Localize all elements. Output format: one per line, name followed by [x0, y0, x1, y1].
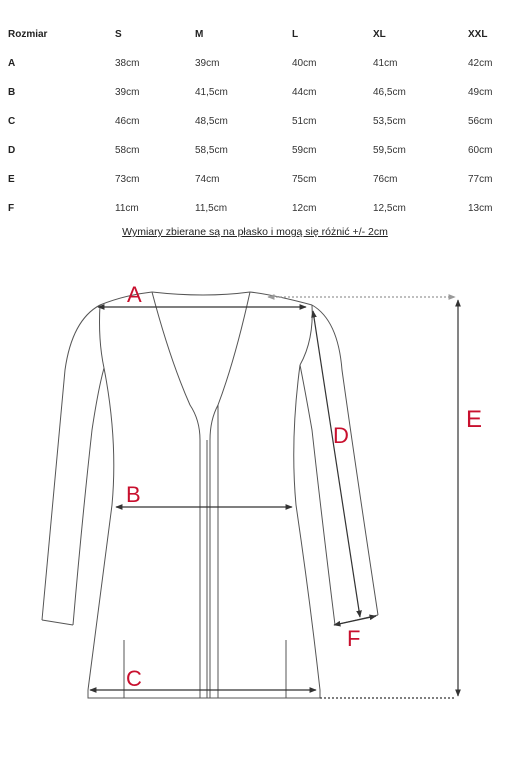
label-b: B	[126, 482, 141, 507]
table-cell: 76cm	[373, 174, 398, 185]
table-cell: 58,5cm	[195, 145, 228, 156]
table-cell: 49cm	[468, 87, 493, 98]
table-cell: 59,5cm	[373, 145, 406, 156]
header-cell: Rozmiar	[8, 29, 48, 40]
table-header-row	[8, 20, 508, 49]
table-row	[8, 107, 508, 136]
measurement-note: Wymiary zbierane są na płasko i mogą się różnić +/- 2cm	[122, 226, 388, 238]
table-cell: 42cm	[468, 58, 493, 69]
header-cell: XXL	[468, 29, 488, 40]
table-cell: 39cm	[115, 87, 140, 98]
table-cell: 60cm	[468, 145, 493, 156]
header-cell: M	[195, 29, 204, 40]
table-cell: 48,5cm	[195, 116, 228, 127]
table-row	[8, 165, 508, 194]
table-cell: 46cm	[115, 116, 140, 127]
measure-line-d	[313, 311, 360, 617]
table-row	[8, 49, 508, 78]
header-cell: XL	[373, 29, 386, 40]
label-f: F	[347, 626, 361, 651]
table-cell: 11,5cm	[195, 203, 228, 214]
measurement-labels	[126, 282, 482, 691]
table-cell: 44cm	[292, 87, 317, 98]
table-cell: 51cm	[292, 116, 317, 127]
row-label: F	[8, 203, 15, 214]
row-label: E	[8, 174, 15, 185]
table-cell: 59cm	[292, 145, 317, 156]
table-cell: 39cm	[195, 58, 220, 69]
table-cell: 46,5cm	[373, 87, 406, 98]
row-label: D	[8, 145, 16, 156]
table-row	[8, 136, 508, 165]
table-cell: 11cm	[115, 203, 139, 214]
table-cell: 13cm	[468, 203, 493, 214]
table-cell: 53,5cm	[373, 116, 406, 127]
label-c: C	[126, 666, 142, 691]
table-cell: 41,5cm	[195, 87, 228, 98]
label-d: D	[333, 423, 349, 448]
row-label: A	[8, 58, 16, 69]
table-row	[8, 194, 508, 223]
table-cell: 40cm	[292, 58, 317, 69]
table-cell: 12,5cm	[373, 203, 406, 214]
table-row	[8, 78, 508, 107]
row-label: B	[8, 87, 16, 98]
table-cell: 75cm	[292, 174, 317, 185]
row-label: C	[8, 116, 16, 127]
garment-outline	[42, 292, 378, 698]
label-e: E	[466, 406, 483, 433]
table-cell: 74cm	[195, 174, 220, 185]
table-cell: 56cm	[468, 116, 493, 127]
table-cell: 41cm	[373, 58, 398, 69]
table-cell: 58cm	[115, 145, 140, 156]
measure-line-f	[334, 616, 376, 625]
table-cell: 12cm	[292, 203, 317, 214]
table-cell: 73cm	[115, 174, 140, 185]
header-cell: L	[292, 29, 299, 40]
table-cell: 77cm	[468, 174, 493, 185]
size-table	[8, 20, 508, 223]
table-cell: 38cm	[115, 58, 140, 69]
header-cell: S	[115, 29, 122, 40]
measurement-lines	[90, 297, 458, 698]
label-a: A	[127, 282, 142, 307]
cardigan-diagram	[0, 250, 510, 765]
